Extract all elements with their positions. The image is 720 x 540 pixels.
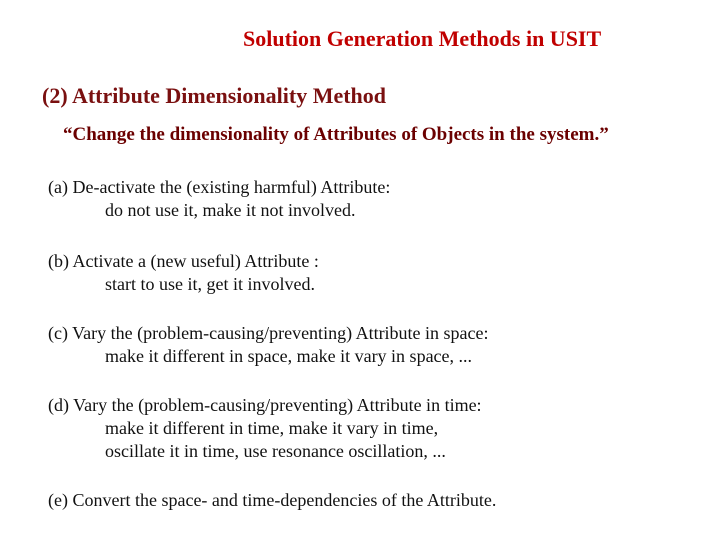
list-item-detail: do not use it, make it not involved.: [105, 200, 356, 220]
list-item-heading: (d) Vary the (problem-causing/preventing) Attribute in time:: [48, 395, 482, 415]
method-definition-quote: “Change the dimensionality of Attributes of Objects in the system.”: [63, 124, 609, 145]
list-item-detail: make it different in space, make it vary in space, ...: [105, 346, 473, 366]
list-item-heading: (a) De-activate the (existing harmful) Attribute:: [48, 177, 391, 197]
list-item-heading: (b) Activate a (new useful) Attribute :: [48, 251, 319, 271]
list-item-heading: (c) Vary the (problem-causing/preventing) Attribute in space:: [48, 323, 489, 343]
list-item: [48, 322, 489, 368]
list-item: [48, 394, 482, 463]
list-item: [48, 176, 390, 222]
list-item: [48, 489, 496, 512]
method-heading: (2) Attribute Dimensionality Method: [42, 83, 387, 108]
slide-title: Solution Generation Methods in USIT: [243, 26, 602, 51]
list-item-detail: oscillate it in time, use resonance oscillation, ...: [105, 441, 446, 461]
list-item-detail: make it different in time, make it vary in time,: [105, 418, 439, 438]
list-item-detail: start to use it, get it involved.: [105, 274, 315, 294]
list-item-heading: (e) Convert the space- and time-dependencies of the Attribute.: [48, 490, 497, 510]
list-item: [48, 250, 319, 296]
